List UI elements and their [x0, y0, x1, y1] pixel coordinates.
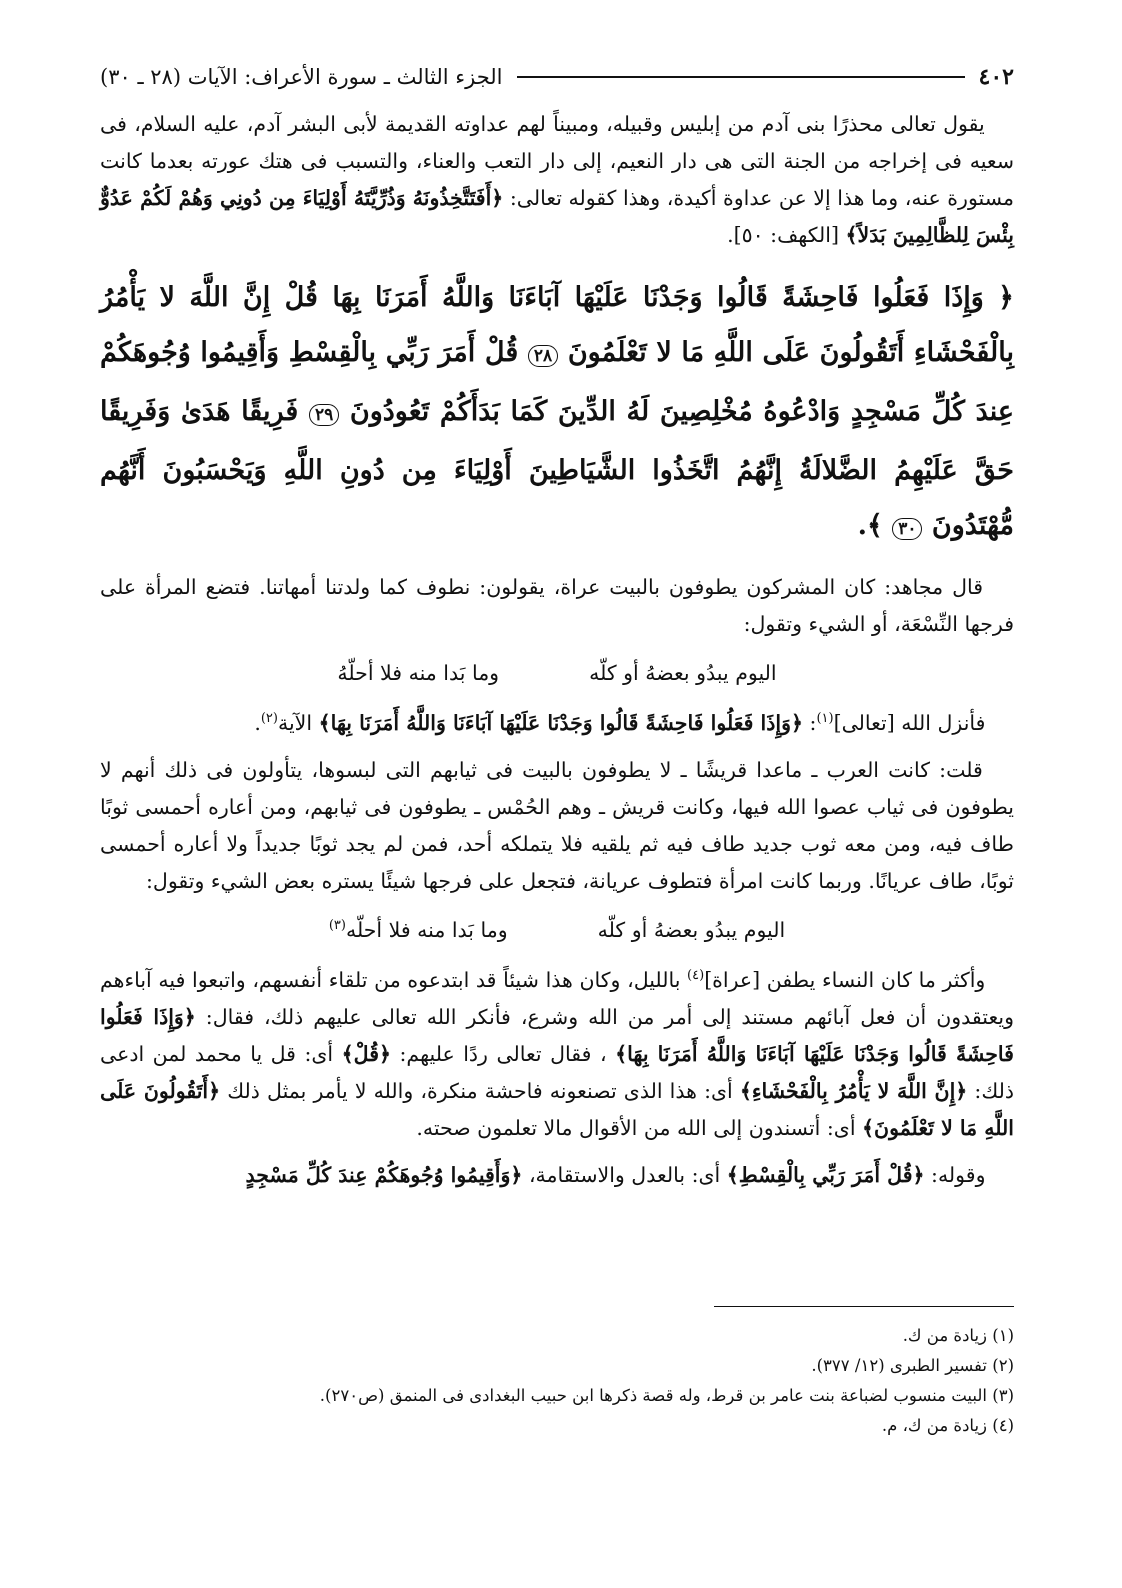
poem-1-hemistich-1: اليوم يبدُو بعضهُ أو كلّه [589, 661, 777, 685]
verse-end: ﴾. [857, 510, 883, 541]
intro-text: يقول تعالى محذرًا بنى آدم من إبليس وقبيله، ومبيناً لهم عداوته القديمة لأبى البشر آدم، عليه السلام، فى سعيه فى إخراجه من الجنة التى هى دار النعيم، إلى دار التعب والعناء، والتسبب فى هتك عورته بعدما كانت مستورة عنه، وما هذا إلا عن عداوة أكيدة، وهذا كقوله تعالى: [100, 112, 1014, 210]
revelation-end: . [254, 711, 261, 735]
qawluhu-quote-1: ﴿قُلْ أَمَرَ رَبِّي بِالْقِسْطِ﴾ [726, 1163, 925, 1187]
qawluhu-paragraph [100, 1157, 1014, 1194]
poem-2-hemistich-1: اليوم يبدُو بعضهُ أو كلّه [597, 918, 786, 942]
footnote-ref-2[interactable]: (٢) [260, 711, 278, 727]
aktharu-quote-4: ﴿أَتَقُولُونَ عَلَى اللَّهِ مَا لا تَعْلَمُونَ﴾ [100, 1079, 1014, 1140]
page-number: ٤٠٢ [978, 64, 1014, 90]
aktharu-text-2: بالليل، وكان هذا شيئاً قد ابتدعوه من تلقاء أنفسهم، واتبعوا فيه آباءهم ويعتقدون أن فعل آبائهم مستند إلى أمر من الله وشرع، فأنكر الله تعالى عليهم ذلك، فقال: [100, 968, 1014, 1029]
aktharu-text-3: ، فقال تعالى ردًا عليهم: [391, 1042, 607, 1066]
qawluhu-text-2: أى: بالعدل والاستقامة، [522, 1163, 721, 1187]
aktharu-text-6: أى: أتسندون إلى الله من الأقوال مالا تعلمون صحته. [416, 1116, 856, 1140]
poem-2-hemistich-2: وما بَدا منه فلا أحلّه [345, 918, 508, 942]
poem-1-hemistich-2: وما بَدا منه فلا أحلّهُ [337, 661, 500, 685]
revelation-text-2: : [803, 711, 817, 735]
ayah-number-30: ٣٠ [892, 518, 922, 540]
page-title: الجزء الثالث ـ سورة الأعراف: الآيات (٢٨ ـ ٣٠) [100, 65, 503, 89]
poem-2-hemistich-2-wrap [329, 910, 508, 950]
footnote-3: (٣) البيت منسوب لضباعة بنت عامر بن قرط، وله قصة ذكرها ابن حبيب البغدادى فى المنمق (ص٢٧٠). [319, 1386, 1014, 1405]
page-header [100, 62, 1014, 92]
verse-text-3: فَرِيقًا هَدَىٰ وَفَرِيقًا حَقَّ عَلَيْهِمُ الضَّلالَةُ إِنَّهُمُ اتَّخَذُوا الشَّيَاطِينَ أَوْلِيَاءَ مِن دُونِ اللَّهِ وَيَحْسَبُونَ أَنَّهُم مُّهْتَدُونَ [100, 396, 1014, 541]
revelation-text-3: الآية [277, 711, 319, 735]
aktharu-paragraph [100, 962, 1014, 1147]
qultu-paragraph [100, 752, 1014, 900]
poem-verse-1 [100, 653, 1014, 693]
aktharu-quote-3: ﴿إِنَّ اللَّهَ لا يَأْمُرُ بِالْفَحْشَاءِ﴾ [739, 1079, 968, 1103]
footnote-ref-3[interactable]: (٣) [328, 918, 346, 934]
qawluhu-text-1: وقوله: [924, 1163, 986, 1187]
intro-quote: ﴿أَفَتَتَّخِذُونَهُ وَذُرِّيَّتَهُ أَوْلِيَاءَ مِن دُونِي وَهُمْ لَكُمْ عَدُوٌّ بِئْسَ لِلظَّالِمِينَ بَدَلاً﴾ [100, 186, 1014, 247]
verses-block [100, 270, 1014, 557]
revelation-quote: ﴿وَإِذَا فَعَلُوا فَاحِشَةً قَالُوا وَجَدْنَا عَلَيْهَا آبَاءَنَا وَاللَّهُ أَمَرَنَا بِهَا﴾ [318, 711, 803, 735]
verse-text-1: ﴿ وَإِذَا فَعَلُوا فَاحِشَةً قَالُوا وَجَدْنَا عَلَيْهَا آبَاءَنَا وَاللَّهُ أَمَرَنَا بِهَا قُلْ إِنَّ اللَّهَ لا يَأْمُرُ بِالْفَحْشَاءِ أَتَقُولُونَ عَلَى اللَّهِ مَا لا تَعْلَمُونَ [100, 282, 1014, 368]
footnotes-rule [714, 1306, 1014, 1307]
footnote-2: (٢) تفسير الطبرى (١٢/ ٣٧٧). [811, 1356, 1014, 1375]
aktharu-quote-1: ﴿وَإِذَا فَعَلُوا فَاحِشَةً قَالُوا وَجَدْنَا عَلَيْهَا آبَاءَنَا وَاللَّهُ أَمَرَنَا بِهَا﴾ [100, 1005, 1014, 1066]
aktharu-text-4: أى: قل يا محمد لمن ادعى ذلك: [100, 1042, 1014, 1103]
revelation-text-1: فأنزل الله [تعالى] [833, 711, 986, 735]
header-rule [517, 76, 965, 78]
footnote-ref-1[interactable]: (١) [816, 711, 834, 727]
intro-paragraph [100, 106, 1014, 254]
aktharu-quote-2: ﴿قُلْ﴾ [341, 1042, 392, 1066]
aktharu-text-5: أى: هذا الذى تصنعونه فاحشة منكرة، والله لا يأمر بمثل ذلك [220, 1079, 733, 1103]
qawluhu-quote-2: ﴿وَأَقِيمُوا وُجُوهَكُمْ عِندَ كُلِّ مَسْجِدٍ [245, 1163, 523, 1187]
footnote-1: (١) زيادة من ك. [902, 1326, 1014, 1345]
ayah-number-28: ٢٨ [528, 345, 558, 367]
footnote-4: (٤) زيادة من ك، م. [881, 1416, 1014, 1435]
verse-text-2: قُلْ أَمَرَ رَبِّي بِالْقِسْطِ وَأَقِيمُوا وُجُوهَكُمْ عِندَ كُلِّ مَسْجِدٍ وَادْعُوهُ مُخْلِصِينَ لَهُ الدِّينَ كَمَا بَدَأَكُمْ تَعُودُونَ [100, 337, 1014, 427]
footnote-ref-4[interactable]: (٤) [687, 968, 705, 984]
revelation-paragraph [100, 705, 1014, 742]
poem-verse-2 [100, 910, 1014, 950]
mujahid-text: قال مجاهد: كان المشركون يطوفون بالبيت عراة، يقولون: نطوف كما ولدتنا أمهاتنا. فتضع المرأة على فرجها النِّسْعَة، أو الشيء وتقول: [100, 575, 1014, 636]
aktharu-text-1: وأكثر ما كان النساء يطفن [عراة] [704, 968, 986, 992]
mujahid-paragraph [100, 569, 1014, 643]
footnotes [100, 1306, 1014, 1441]
ayah-number-29: ٢٩ [309, 404, 339, 426]
qultu-text: قلت: كانت العرب ـ ماعدا قريشًا ـ لا يطوفون بالبيت فى ثيابهم التى لبسوها، يتأولون فى ذلك أنهم لا يطوفون فى ثياب عصوا الله فيها، وكانت قريش ـ وهم الحُمْس ـ يطوفون فى ثيابهم، ومن أعاره أحمسى ثوبًا طاف فيه، ومن معه ثوب جديد طاف فيه ثم يلقيه فلا يتملكه أحد، فمن لم يجد ثوبًا جديداً ولا أعاره أحمسى ثوبًا، طاف عريانًا. وربما كانت امرأة فتطوف عريانة، فتجعل على فرجها شيئًا يستره بعض الشيء وتقول: [100, 758, 1014, 893]
intro-reference: [الكهف: ٥٠]. [727, 223, 839, 247]
